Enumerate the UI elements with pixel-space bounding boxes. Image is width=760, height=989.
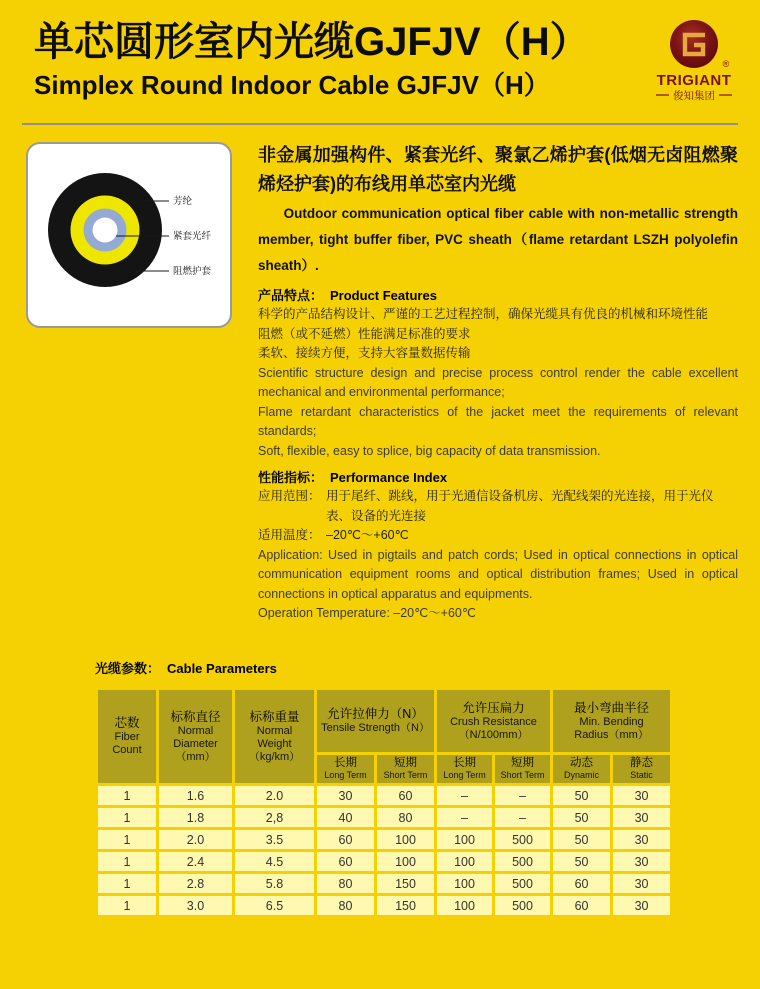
cable-cross-section-figure [26,142,232,328]
parameters-heading-en: Cable Parameters [167,661,277,676]
cell-crush-short: 500 [495,830,550,849]
features-heading-en: Product Features [330,288,437,303]
cell-tensile-long: 80 [317,874,374,893]
cell-crush-short: – [495,808,550,827]
cell-fiber-count: 1 [98,896,156,915]
cell-tensile-short: 80 [377,808,434,827]
cell-crush-long: 100 [437,830,492,849]
cable-parameters-section [95,659,673,918]
page-title-english: Simplex Round Indoor Cable GJFJV（H） [34,70,550,100]
parameters-heading-zh: 光缆参数： [95,661,161,676]
cell-crush-short: 500 [495,874,550,893]
cell-diameter: 3.0 [159,896,232,915]
cell-bending-dynamic: 50 [553,852,610,871]
cell-tensile-short: 100 [377,830,434,849]
table-row [98,852,670,871]
trigiant-logo [648,14,740,106]
temperature-label: 适用温度： [258,528,321,542]
label-tight-buffer-fiber: 紧套光纤 [173,231,212,242]
cell-bending-dynamic: 50 [553,786,610,805]
subcol-tensile-short-term: 短期 Short Term [377,755,434,783]
cell-diameter: 1.6 [159,786,232,805]
table-row [98,830,670,849]
cell-tensile-long: 80 [317,896,374,915]
subcol-tensile-long-term: 长期 Long Term [317,755,374,783]
feature-line-en: Flame retardant characteristics of the jacket meet the requirements of relevant standards; [258,404,738,438]
feature-line-en: Soft, flexible, easy to splice, big capacity of data transmission. [258,443,601,458]
cell-bending-static: 30 [613,874,670,893]
page-title-chinese: 单芯圆形室内光缆GJFJV（H） [34,20,590,64]
feature-line-zh: 阻燃（或不延燃）性能满足标准的要求 [258,326,471,341]
table-row [98,808,670,827]
feature-line-zh: 柔软、接续方便，支持大容量数据传输 [258,346,471,360]
logo-brand-text: TRIGIANT [656,72,732,89]
cell-weight: 6.5 [235,896,314,915]
col-header-bending-radius: 最小弯曲半径 Min. Bending Radius（mm） [553,690,670,752]
table-row [98,896,670,915]
cell-fiber-count: 1 [98,852,156,871]
cell-fiber-count: 1 [98,874,156,893]
page-header [34,18,634,100]
performance-heading-zh: 性能指标： [258,470,324,485]
cell-tensile-long: 40 [317,808,374,827]
logo-subtext: 俊知集团 [673,90,715,102]
cell-diameter: 2.8 [159,874,232,893]
cell-crush-short: – [495,786,550,805]
cell-crush-short: 500 [495,896,550,915]
performance-heading [258,468,738,487]
table-row [98,874,670,893]
cell-tensile-long: 60 [317,830,374,849]
cell-crush-long: – [437,808,492,827]
features-heading-zh: 产品特点： [258,288,324,303]
parameters-heading [95,659,673,678]
cell-bending-dynamic: 60 [553,896,610,915]
cell-fiber-count: 1 [98,808,156,827]
cell-bending-static: 30 [613,786,670,805]
application-label: 应用范围： [258,489,321,503]
cell-weight: 2.0 [235,786,314,805]
performance-line-en: Application: Used in pigtails and patch cords; Used in optical connections in optical communication equipment rooms and optical distribution frames; Used in optical connections in optical apparatus and equipments. [258,547,738,601]
logo-graphic [648,14,740,106]
performance-heading-en: Performance Index [330,470,448,485]
cell-crush-long: 100 [437,874,492,893]
cell-tensile-short: 150 [377,874,434,893]
header-divider [22,123,738,125]
label-flame-retardant-sheath: 阻燃护套 [173,266,212,277]
col-header-crush-resistance: 允许压扁力 Crush Resistance （N/100mm） [437,690,550,752]
subcol-crush-short-term: 短期 Short Term [495,755,550,783]
description-column [258,141,738,624]
table-row [98,786,670,805]
features-en-list [258,364,738,462]
col-header-tensile-strength: 允许拉伸力（N） Tensile Strength（N） [317,690,434,752]
features-heading [258,286,738,305]
cell-weight: 3.5 [235,830,314,849]
application-row [258,487,738,526]
cell-weight: 4.5 [235,852,314,871]
col-header-weight: 标称重量 Normal Weight （kg/km） [235,690,314,783]
intro-english: Outdoor communication optical fiber cable with non-metallic strength member, tight buffer fiber, PVC sheath（flame retardant LSZH polyolefin sheath）. [258,206,738,273]
temperature-row [258,526,738,546]
table-body [98,786,670,915]
col-header-diameter: 标称直径 Normal Diameter （mm） [159,690,232,783]
cell-bending-dynamic: 60 [553,874,610,893]
registered-trademark-icon: ® [722,59,730,69]
cell-bending-static: 30 [613,852,670,871]
cell-tensile-short: 60 [377,786,434,805]
cell-fiber-count: 1 [98,830,156,849]
cell-bending-dynamic: 50 [553,808,610,827]
cell-bending-static: 30 [613,896,670,915]
cable-parameters-table [95,687,673,918]
cell-bending-static: 30 [613,808,670,827]
cable-diagram [28,144,230,326]
cell-weight: 5.8 [235,874,314,893]
performance-line-en: Operation Temperature: –20℃～+60℃ [258,606,476,620]
cell-weight: 2,8 [235,808,314,827]
temperature-value: –20℃～+60℃ [326,528,409,542]
label-aramid: 芳纶 [173,196,193,207]
col-header-fiber-count: 芯数 Fiber Count [98,690,156,783]
cell-crush-long: – [437,786,492,805]
cell-crush-long: 100 [437,852,492,871]
intro-chinese: 非金属加强构件、紧套光纤、聚氯乙烯护套(低烟无卤阻燃聚烯烃护套)的布线用单芯室内光缆 [258,145,738,194]
fiber-core [93,218,118,243]
cell-fiber-count: 1 [98,786,156,805]
performance-en-list [258,546,738,624]
subcol-bending-dynamic: 动态 Dynamic [553,755,610,783]
cell-diameter: 2.4 [159,852,232,871]
cell-diameter: 1.8 [159,808,232,827]
feature-line-zh: 科学的产品结构设计、严谨的工艺过程控制，确保光缆具有优良的机械和环境性能 [258,307,709,321]
cell-crush-long: 100 [437,896,492,915]
cell-tensile-short: 100 [377,852,434,871]
feature-line-en: Scientific structure design and precise process control render the cable excellent mechanical and environmental performance; [258,365,738,399]
subcol-crush-long-term: 长期 Long Term [437,755,492,783]
cell-bending-dynamic: 50 [553,830,610,849]
cell-crush-short: 500 [495,852,550,871]
cell-diameter: 2.0 [159,830,232,849]
features-zh-list [258,305,738,364]
cell-tensile-short: 150 [377,896,434,915]
subcol-bending-static: 静态 Static [613,755,670,783]
application-text: 用于尾纤、跳线，用于光通信设备机房、光配线架的光连接，用于光仪表、设备的光连接 [326,489,714,523]
cell-tensile-long: 60 [317,852,374,871]
cell-tensile-long: 30 [317,786,374,805]
cell-bending-static: 30 [613,830,670,849]
